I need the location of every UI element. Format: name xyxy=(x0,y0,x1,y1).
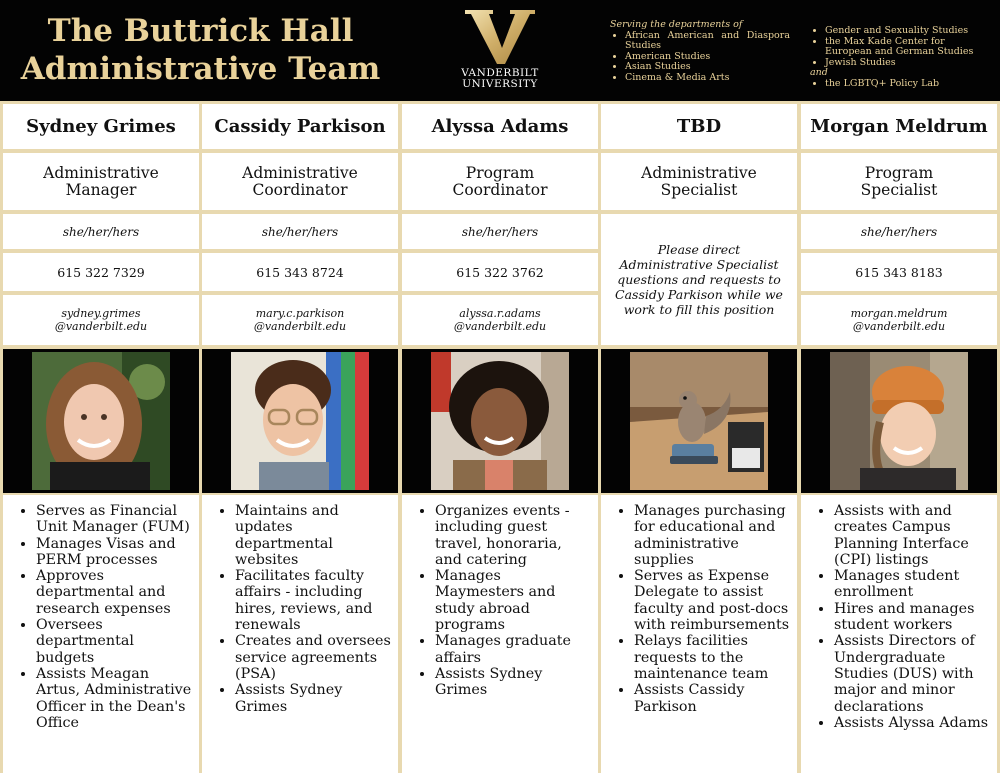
member-phone: 615 343 8724 xyxy=(202,253,398,291)
header-banner xyxy=(0,0,1000,101)
member-name: Cassidy Parkison xyxy=(202,104,398,149)
role-line-1: Program xyxy=(864,163,934,182)
duty-item: • Serves as Financial Unit Manager (FUM) xyxy=(36,503,193,536)
duty-item: • Manages purchasing for educational and administrative supplies xyxy=(634,503,791,568)
departments-list-right xyxy=(810,26,990,89)
duty-item: • Assists Cassidy Parkison xyxy=(634,682,791,715)
member-phone: 615 322 3762 xyxy=(402,253,598,291)
duty-item: • Manages student enrollment xyxy=(834,568,991,601)
duty-item: • Hires and manages student workers xyxy=(834,601,991,634)
duty-item: • Serves as Expense Delegate to assist faculty and post-docs with reimbursements xyxy=(634,568,791,633)
member-phone: 615 343 8183 xyxy=(801,253,997,291)
logo-text-line-2: UNIVERSITY xyxy=(462,78,538,90)
duties-list xyxy=(3,495,199,773)
role-line-2: Manager xyxy=(65,180,137,199)
portrait-curly-hair-icon xyxy=(431,352,569,490)
duty-item: • Assists Meagan Artus, Administrative Officer in the Dean's Office xyxy=(36,666,193,731)
duty-item: • Assists Sydney Grimes xyxy=(435,666,592,699)
email-line-1: mary.c.parkison xyxy=(255,307,345,320)
duty-item: • Assists Sydney Grimes xyxy=(235,682,392,715)
role-line-1: Administrative xyxy=(43,163,159,182)
duties-list xyxy=(202,495,398,773)
photo-frame xyxy=(601,349,797,493)
duty-item: • Manages graduate affairs xyxy=(435,633,592,666)
member-role xyxy=(601,153,797,210)
department-item: • Gender and Sexuality Studies xyxy=(825,26,990,37)
photo-frame xyxy=(801,349,997,493)
department-item: • American Studies xyxy=(625,52,790,63)
duty-item: • Relays facilities requests to the maintenance team xyxy=(634,633,791,682)
email-line-2: @vanderbilt.edu xyxy=(253,320,347,333)
department-item: • the Max Kade Center for European and German Studies xyxy=(825,37,990,58)
department-item: • the LGBTQ+ Policy Lab xyxy=(825,79,990,90)
member-email[interactable] xyxy=(3,295,199,345)
photo-frame xyxy=(202,349,398,493)
title-line-1: The Buttrick Hall xyxy=(47,13,354,49)
duty-item: • Facilitates faculty affairs - including hires, reviews, and renewals xyxy=(235,568,392,633)
squirrel-on-stapler-icon xyxy=(630,352,768,490)
duty-item: • Assists Alyssa Adams xyxy=(834,715,991,731)
duties-list xyxy=(402,495,598,773)
member-name: Alyssa Adams xyxy=(402,104,598,149)
role-line-2: Specialist xyxy=(660,180,738,199)
member-email[interactable] xyxy=(202,295,398,345)
duty-item: • Creates and oversees service agreements (PSA) xyxy=(235,633,392,682)
member-pronouns: she/her/hers xyxy=(3,214,199,249)
duty-item: • Organizes events - including guest travel, honoraria, and catering xyxy=(435,503,592,568)
and-connector: and xyxy=(810,67,828,78)
email-line-1: morgan.meldrum xyxy=(850,307,948,320)
duties-list xyxy=(801,495,997,773)
member-pronouns: she/her/hers xyxy=(202,214,398,249)
role-line-2: Coordinator xyxy=(452,180,548,199)
member-role xyxy=(3,153,199,210)
member-name: Morgan Meldrum xyxy=(801,104,997,149)
member-pronouns: she/her/hers xyxy=(801,214,997,249)
member-email[interactable] xyxy=(402,295,598,345)
duties-list xyxy=(601,495,797,773)
role-line-2: Coordinator xyxy=(252,180,348,199)
role-line-2: Specialist xyxy=(860,180,938,199)
member-pronouns: she/her/hers xyxy=(402,214,598,249)
duty-item: • Manages Maymesters and study abroad programs xyxy=(435,568,592,633)
email-line-2: @vanderbilt.edu xyxy=(852,320,946,333)
role-line-1: Administrative xyxy=(641,163,757,182)
departments-list-left xyxy=(610,20,790,83)
member-role xyxy=(402,153,598,210)
duty-item: • Assists Directors of Undergraduate Studies (DUS) with major and minor declarations xyxy=(834,633,991,714)
v-emblem-icon xyxy=(463,8,537,66)
duty-item: • Oversees departmental budgets xyxy=(36,617,193,666)
portrait-glasses-icon xyxy=(231,352,369,490)
page-title xyxy=(18,12,383,88)
member-role xyxy=(202,153,398,210)
duty-item: • Maintains and updates departmental websites xyxy=(235,503,392,568)
department-item: • Cinema & Media Arts xyxy=(625,73,790,84)
department-item: • Asian Studies xyxy=(625,62,790,73)
email-line-1: alyssa.r.adams xyxy=(459,307,541,320)
department-item: • African American and Diaspora Studies xyxy=(625,31,790,52)
photo-frame xyxy=(402,349,598,493)
email-line-2: @vanderbilt.edu xyxy=(453,320,547,333)
photo-frame xyxy=(3,349,199,493)
vacancy-note: Please direct Administrative Specialist questions and requests to Cassidy Parkison while we work to fill this position xyxy=(601,214,797,345)
department-item: • Jewish Studies xyxy=(825,58,990,69)
portrait-woman-long-hair-icon xyxy=(32,352,170,490)
member-name: TBD xyxy=(601,104,797,149)
member-email[interactable] xyxy=(801,295,997,345)
member-phone: 615 322 7329 xyxy=(3,253,199,291)
duty-item: • Assists with and creates Campus Planning Interface (CPI) listings xyxy=(834,503,991,568)
logo-text-line-1: VANDERBILT xyxy=(461,67,539,79)
email-line-2: @vanderbilt.edu xyxy=(54,320,148,333)
member-name: Sydney Grimes xyxy=(3,104,199,149)
title-line-2: Administrative Team xyxy=(20,51,381,87)
member-role xyxy=(801,153,997,210)
duty-item: • Manages Visas and PERM processes xyxy=(36,536,193,569)
duty-item: • Approves departmental and research expenses xyxy=(36,568,193,617)
serving-intro: Serving the departments of xyxy=(610,19,743,30)
portrait-beanie-icon xyxy=(830,352,968,490)
vanderbilt-logo xyxy=(455,8,545,98)
role-line-1: Program xyxy=(465,163,535,182)
email-line-1: sydney.grimes xyxy=(61,307,141,320)
role-line-1: Administrative xyxy=(242,163,358,182)
